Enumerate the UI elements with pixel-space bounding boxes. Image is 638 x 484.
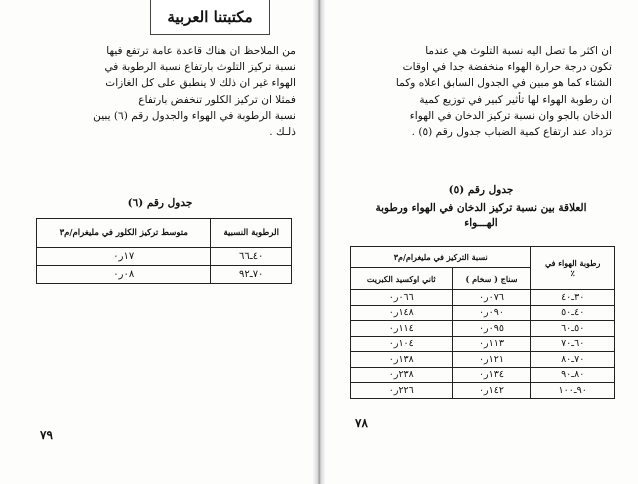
table-title-line: العلاقة بين نسبة تركيز الدخان في الهواء ورطوبة: [375, 202, 587, 214]
header-smoke: سناج ( سخام ): [452, 268, 531, 290]
table-row: [351, 383, 615, 399]
paragraph-line: ان رطوبة الهواء لها تأثير كبير في توزيع كمية: [419, 93, 612, 106]
header-humidity-label: رطوبة الهواء في: [545, 258, 601, 268]
cell-so2: ١٣٨ر٠: [351, 352, 453, 368]
cell-so2: ١٠٤ر٠: [351, 336, 453, 352]
cell-smoke: ٠٧٦ر٠: [452, 290, 531, 306]
header-humidity-unit: ٪: [570, 268, 575, 278]
header-air-humidity: [531, 247, 615, 290]
right-paragraph: [350, 43, 612, 140]
table-row: [351, 367, 615, 383]
paragraph-line: من الملاحظ ان هناك قاعدة عامة ترتفع فيها: [106, 45, 296, 57]
paragraph-line: تزداد عند ارتفاع كمية الضباب جدول رقم (٥) .: [411, 126, 612, 139]
table-5-title: [350, 201, 612, 231]
header-concentration: نسبة التركيز في مليغرام/م٣: [351, 247, 531, 268]
cell-smoke: ١١٣ر٠: [452, 336, 531, 352]
cell-humidity: ٤٠ـ٥٠: [531, 305, 615, 321]
page-number-right: ٧٨: [355, 416, 368, 430]
cell-smoke: ١٢١ر٠: [452, 352, 531, 368]
cell-smoke: ١٣٤ر٠: [452, 367, 531, 383]
smoke-humidity-table: [350, 246, 615, 399]
cell-so2: ١٤٨ر٠: [351, 305, 453, 321]
cell-humidity: ٧٠ـ٨٠: [531, 352, 615, 368]
table-row: [351, 305, 615, 321]
cell-humidity: ٤٠ـ٦٦: [211, 248, 292, 266]
cell-smoke: ٠٩٥ر٠: [452, 321, 531, 337]
paragraph-line: فمثلا ان تركيز الكلور تنخفض بارتفاع: [138, 93, 296, 106]
cell-humidity: ٨٠ـ٩٠: [531, 367, 615, 383]
paragraph-line: الشتاء كما هو مبين في الجدول السابق اعلاه وكما: [395, 77, 612, 90]
table-title-line: الهـــواء: [464, 217, 498, 229]
table-row: [351, 352, 615, 368]
cell-humidity: ٦٠ـ٧٠: [531, 336, 615, 352]
header-humidity: الرطوبة النسبية: [211, 219, 292, 248]
cell-humidity: ٥٠ـ٦٠: [531, 321, 615, 337]
page-number-left: ٧٩: [40, 428, 53, 442]
paragraph-line: ذلـك .: [269, 126, 296, 139]
chlorine-table: [36, 218, 292, 284]
paragraph-line: الدخان بالجو وان نسبة تركيز الدخان في الهواء: [409, 109, 612, 122]
table-row: [351, 336, 615, 352]
cell-humidity: ٣٠ـ٤٠: [531, 290, 615, 306]
cell-humidity: ٩٠ـ١٠٠: [531, 383, 615, 399]
table-row: [37, 266, 292, 284]
table-row: [351, 290, 615, 306]
cell-chlorine: ١٧ر٠: [37, 248, 211, 266]
cell-so2: ٢٣٨ر٠: [351, 367, 453, 383]
paragraph-line: تكون درجة حرارة الهواء منخفضة جدا في اوقات: [402, 61, 612, 74]
header-chlorine: متوسط تركيز الكلور في مليغرام/م٣: [37, 219, 211, 248]
cell-chlorine: ٠٨ر٠: [37, 266, 211, 284]
table-6-caption: جدول رقم (٦): [127, 197, 193, 209]
book-gutter: [312, 0, 326, 484]
header-so2: ثاني اوكسيد الكبريت: [351, 268, 453, 290]
cell-smoke: ١٤٢ر٠: [452, 383, 531, 399]
paragraph-line: الهواء غير ان ذلك لا ينطبق على كل الغازات: [105, 77, 296, 90]
paragraph-line: نسبة تركيز التلوث بارتفاع نسبة الرطوبة في: [104, 61, 296, 74]
cell-so2: ٠٦٦ر٠: [351, 290, 453, 306]
table-row: [37, 248, 292, 266]
table-5-caption: جدول رقم (٥): [448, 184, 514, 196]
left-paragraph: [34, 43, 296, 140]
table-row: [351, 321, 615, 337]
paragraph-line: نسبة الرطوبة في الهواء والجدول رقم (٦) يبين: [93, 109, 296, 122]
cell-so2: ١١٤ر٠: [351, 321, 453, 337]
library-stamp: مكتبتنا العربية: [150, 0, 270, 35]
cell-smoke: ٠٩٠ر٠: [452, 305, 531, 321]
cell-so2: ٢٢٦ر٠: [351, 383, 453, 399]
paragraph-line: ان اكثر ما تصل اليه نسبة التلوث هي عندما: [425, 45, 612, 57]
cell-humidity: ٧٠ـ٩٢: [211, 266, 292, 284]
